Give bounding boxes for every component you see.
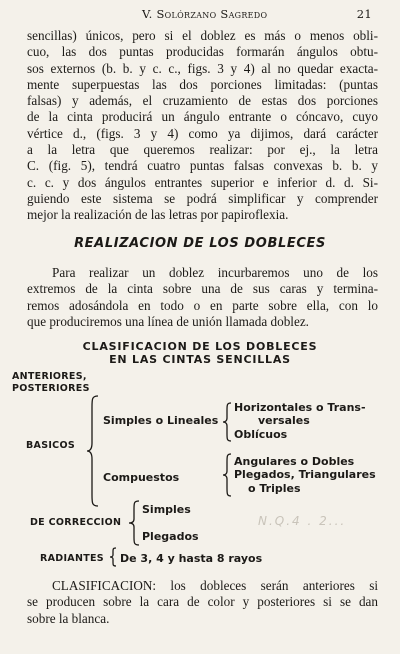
text-line: CLASIFICACION: los dobleces serán anteriores si bbox=[52, 578, 378, 593]
text-line: Para realizar un doblez incurbaremos uno de los bbox=[52, 265, 378, 280]
paragraph-papiroflexia bbox=[27, 28, 378, 224]
label-radiantes: RADIANTES bbox=[40, 553, 104, 564]
text-line: guiendo este sistema se podrá simplificar y comprender bbox=[27, 190, 378, 206]
item-simples: Simples bbox=[142, 503, 191, 516]
item-compuestos: Compuestos bbox=[103, 471, 180, 484]
text-line: vértice d., (figs. 3 y 4) como ya dijimos, dará carácter bbox=[27, 125, 378, 141]
text-line: mejor la realización de las letras por papiroflexia. bbox=[27, 207, 289, 223]
item-radiantes-value: De 3, 4 y hasta 8 rayos bbox=[120, 552, 263, 565]
classification-title-line-1: CLASIFICACION DE LOS DOBLECES bbox=[82, 340, 318, 353]
item-horizontales-line-2: versales bbox=[258, 414, 310, 427]
faded-stamp-text: N.Q.4 . 2... bbox=[258, 514, 347, 528]
brace-radiantes bbox=[109, 547, 117, 567]
text-line: sencillas) únicos, pero si el doblez es más o menos obli- bbox=[27, 28, 378, 43]
text-line: a la letra que queremos realizar: por ej., la letra bbox=[27, 142, 378, 158]
text-line: C. (fig. 5), tendrá cuatro puntas falsas convexas b. b. y bbox=[27, 158, 378, 174]
label-basicos: BASICOS bbox=[26, 440, 75, 451]
classification-title-line-2: EN LAS CINTAS SENCILLAS bbox=[109, 353, 291, 366]
item-plegados: Plegados bbox=[142, 530, 199, 543]
running-header bbox=[0, 7, 400, 23]
running-header-author: V. Solórzano Sagredo bbox=[142, 7, 268, 21]
text-line: mente superpuestas las dos porciones limitadas: (puntas bbox=[27, 76, 378, 92]
label-posteriores: POSTERIORES bbox=[12, 383, 90, 394]
text-line: remos adosándola en todo o en parte sobre ella, con lo bbox=[27, 297, 378, 313]
label-de-correccion: DE CORRECCION bbox=[30, 517, 122, 528]
label-anteriores: ANTERIORES, bbox=[12, 371, 87, 382]
text-line: se producen sobre la cara de color y posteriores si se dan bbox=[27, 594, 378, 610]
brace-compuestos bbox=[222, 453, 232, 497]
item-oblicuos: Oblícuos bbox=[234, 428, 288, 441]
text-line: falsas) y además, el cruzamiento de estas dos porciones bbox=[27, 93, 378, 109]
item-angulares-line-3: o Triples bbox=[248, 482, 301, 495]
text-line: cuo, las dos puntas producidas formarán ángulos obtu- bbox=[27, 44, 378, 60]
paragraph-realizacion bbox=[27, 265, 378, 330]
item-angulares-line-2: Plegados, Triangulares bbox=[234, 468, 376, 481]
paragraph-clasificacion bbox=[27, 578, 378, 627]
page-number: 21 bbox=[356, 7, 372, 21]
text-line: c. c. y dos ángulos entrantes superior e inferior d. d. Si- bbox=[27, 174, 378, 190]
text-line: que produciremos una línea de unión llamada doblez. bbox=[27, 313, 309, 329]
text-line: extremos de la cinta sobre una de sus caras y termina- bbox=[27, 281, 378, 297]
item-angulares-line-1: Angulares o Dobles bbox=[234, 455, 355, 468]
item-horizontales-line-1: Horizontales o Trans- bbox=[234, 401, 366, 414]
brace-correccion bbox=[128, 500, 140, 546]
text-line: de la cinta producirá un ángulo entrante o cóncavo, cuyo bbox=[27, 109, 378, 125]
brace-basicos bbox=[86, 395, 100, 507]
brace-simples-lineales bbox=[222, 402, 232, 442]
text-line: sobre la blanca. bbox=[27, 610, 110, 626]
section-title: REALIZACION DE LOS DOBLECES bbox=[74, 236, 326, 251]
text-line: sos externos (b. b. y c. c., figs. 3 y 4) al no quedar exacta- bbox=[27, 60, 378, 76]
item-simples-lineales: Simples o Lineales bbox=[103, 414, 219, 427]
